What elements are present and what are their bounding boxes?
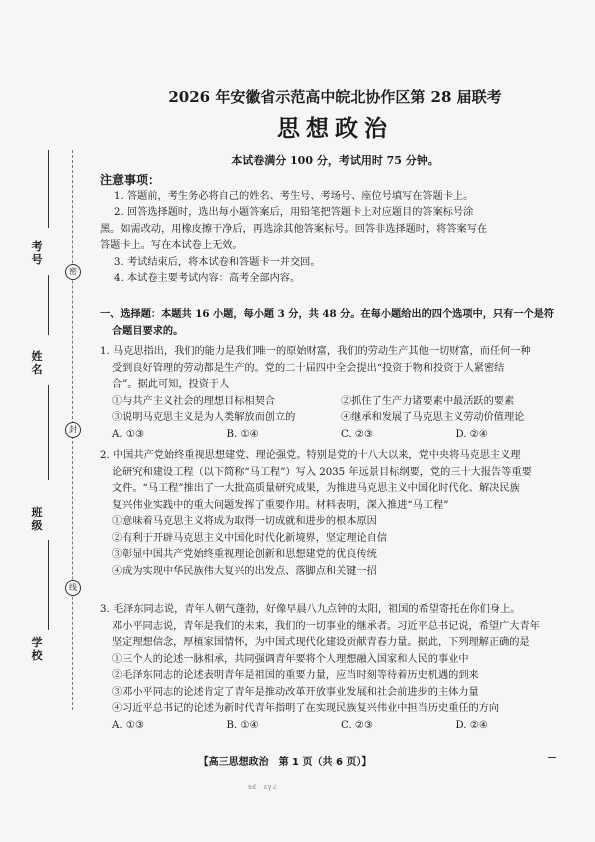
question-stem-line: 合”。据此可知，投资于人: [112, 379, 230, 390]
question-stem-line: 受到良好管理的劳动都是生产的。党的二十届四中全会提出“投资于物和投资于人紧密结: [112, 362, 505, 374]
statement-item: ③说明马克思主义是为人类解放而创立的: [112, 412, 296, 423]
question-stem-line: 邓小平同志说，青年是我们的未来，我们的一切事业的继承者。习近平总书记说，希望广大青年: [112, 620, 540, 632]
class-label: 班级: [31, 506, 43, 532]
statement-item: ②毛泽东同志的论述表明青年是祖国的重要力量，应当时刻等待着历史机遇的到来: [112, 670, 479, 681]
statement-item: ②有利于开辟马克思主义中国化时代化新境界，坚定理论自信: [112, 532, 388, 544]
binding-margin: [0, 0, 100, 842]
section-line: 合题目要求的。: [112, 324, 184, 337]
exam-no-line: [48, 150, 49, 228]
notes-line: 黑。如需改动，用橡皮擦干净后，再选涂其他答案标号。回答非选择题时，将答案写在: [100, 223, 488, 235]
name-line: [48, 275, 49, 335]
question-stem-line: 文件。“马工程”推出了一大批高质量研究成果，为推进马克思主义中国化时代化、解决民族: [112, 483, 520, 494]
statement-row: [100, 394, 570, 411]
exam-info: 本试卷满分 100 分，考试用时 75 分钟。: [231, 154, 439, 167]
statement-item: ①三个人的论述一脉相承，共同强调青年要将个人理想融入国家和人民的事业中: [112, 653, 469, 665]
option-a[interactable]: A. ①③: [112, 719, 145, 731]
option-d[interactable]: D. ②④: [455, 719, 489, 731]
notes-section: [100, 172, 570, 288]
question-stem-line: 2. 中国共产党始终重视思想建党、理论强党。特别是党的十八大以来，党中央将马克思主义理: [100, 450, 521, 461]
answer-options: [100, 718, 570, 735]
question-2: [100, 448, 570, 580]
option-c[interactable]: C. ②③: [341, 719, 374, 731]
statement-row: [100, 410, 570, 427]
question-stem-line: 1. 马克思指出，我们的能力是我们唯一的原始财富，我们的劳动生产其他一切财富，而任何一种: [100, 346, 531, 357]
question-stem-line: 坚定理想信念，厚植家国情怀，为中国式现代化建设贡献青春力量。据此，下列理解正确的是: [112, 637, 530, 648]
option-c[interactable]: C. ②③: [341, 428, 374, 440]
statement-item: ①与共产主义社会的理想目标相契合: [112, 395, 275, 407]
statement-item: ④成为实现中华民族伟大复兴的出发点、落脚点和关键一招: [112, 565, 377, 577]
seal-mark-feng: 封: [65, 422, 81, 438]
option-b[interactable]: B. ①④: [226, 428, 259, 440]
notes-line: 3. 考试结束后，将本试卷和答题卡一并交回。: [114, 256, 321, 268]
name-label: 姓名: [31, 350, 43, 376]
notes-line: 1. 答题前，考生务必将自己的姓名、考生号、考场号、座位号填写在答题卡上。: [114, 190, 474, 202]
class-line: [48, 385, 49, 480]
question-stem-line: 3. 毛泽东同志说，青年人朝气蓬勃，好像早晨八九点钟的太阳，祖国的希望寄托在你们身上。: [100, 604, 521, 615]
statement-item: ④习近平总书记的论述为新时代青年指明了在实现民族复兴伟业中担当历史重任的方向: [112, 703, 500, 714]
subject-title: 思想政治: [277, 115, 393, 142]
page-footer: 【高三思想政治 第 1 页（共 6 页）】: [198, 757, 372, 768]
scan-smudge: s∈ εγ∠: [248, 783, 278, 791]
statement-item: ③邓小平同志的论述肯定了青年是推动改革开放事业发展和社会前进步的主体力量: [112, 686, 479, 698]
statement-item: ①意味着马克思主义将成为取得一切成就和进步的根本原因: [112, 516, 377, 527]
school-label: 学校: [31, 636, 43, 662]
notes-title: 注意事项：: [100, 173, 161, 187]
question-stem-line: 论研究和建设工程（以下简称“马工程”）写入 2035 年远景目标纲要，党的三十大报告等重要: [112, 466, 532, 478]
statement-item: ④继承和发展了马克思主义劳动价值理论: [341, 412, 525, 423]
option-d[interactable]: D. ②④: [455, 428, 489, 440]
question-stem-line: 复兴伟业实践中的重大问题发挥了重要作用。材料表明，深入推进“马工程”: [112, 499, 449, 511]
section-line: 一、选择题：本题共 16 小题，每小题 3 分，共 48 分。在每小题给出的四个选项中，只有一个是符: [100, 308, 555, 320]
school-line: [48, 540, 49, 630]
section-header: [100, 306, 570, 339]
statement-item: ②抓住了生产力诸要素中最活跃的要素: [341, 395, 515, 407]
exam-title: 2026 年安徽省示范高中皖北协作区第 28 届联考: [168, 88, 502, 106]
notes-line: 4. 本试卷主要考试内容：高考全部内容。: [114, 273, 301, 284]
seal-mark-mi: 密: [65, 264, 81, 280]
statement-item: ③彰显中国共产党始终重视理论创新和思想建党的优良传统: [112, 549, 377, 560]
question-1: [100, 344, 570, 443]
exam-no-label: 考号: [31, 240, 43, 266]
question-3: [100, 602, 570, 734]
notes-line: 答题卡上。写在本试卷上无效。: [100, 240, 243, 251]
corner-mark: [548, 757, 556, 758]
option-a[interactable]: A. ①③: [112, 428, 145, 440]
option-b[interactable]: B. ①④: [226, 719, 259, 731]
notes-line: 2. 回答选择题时，选出每小题答案后，用铅笔把答题卡上对应题目的答案标号涂: [114, 207, 474, 218]
answer-options: [100, 427, 570, 444]
seal-mark-xian: 线: [65, 580, 81, 596]
